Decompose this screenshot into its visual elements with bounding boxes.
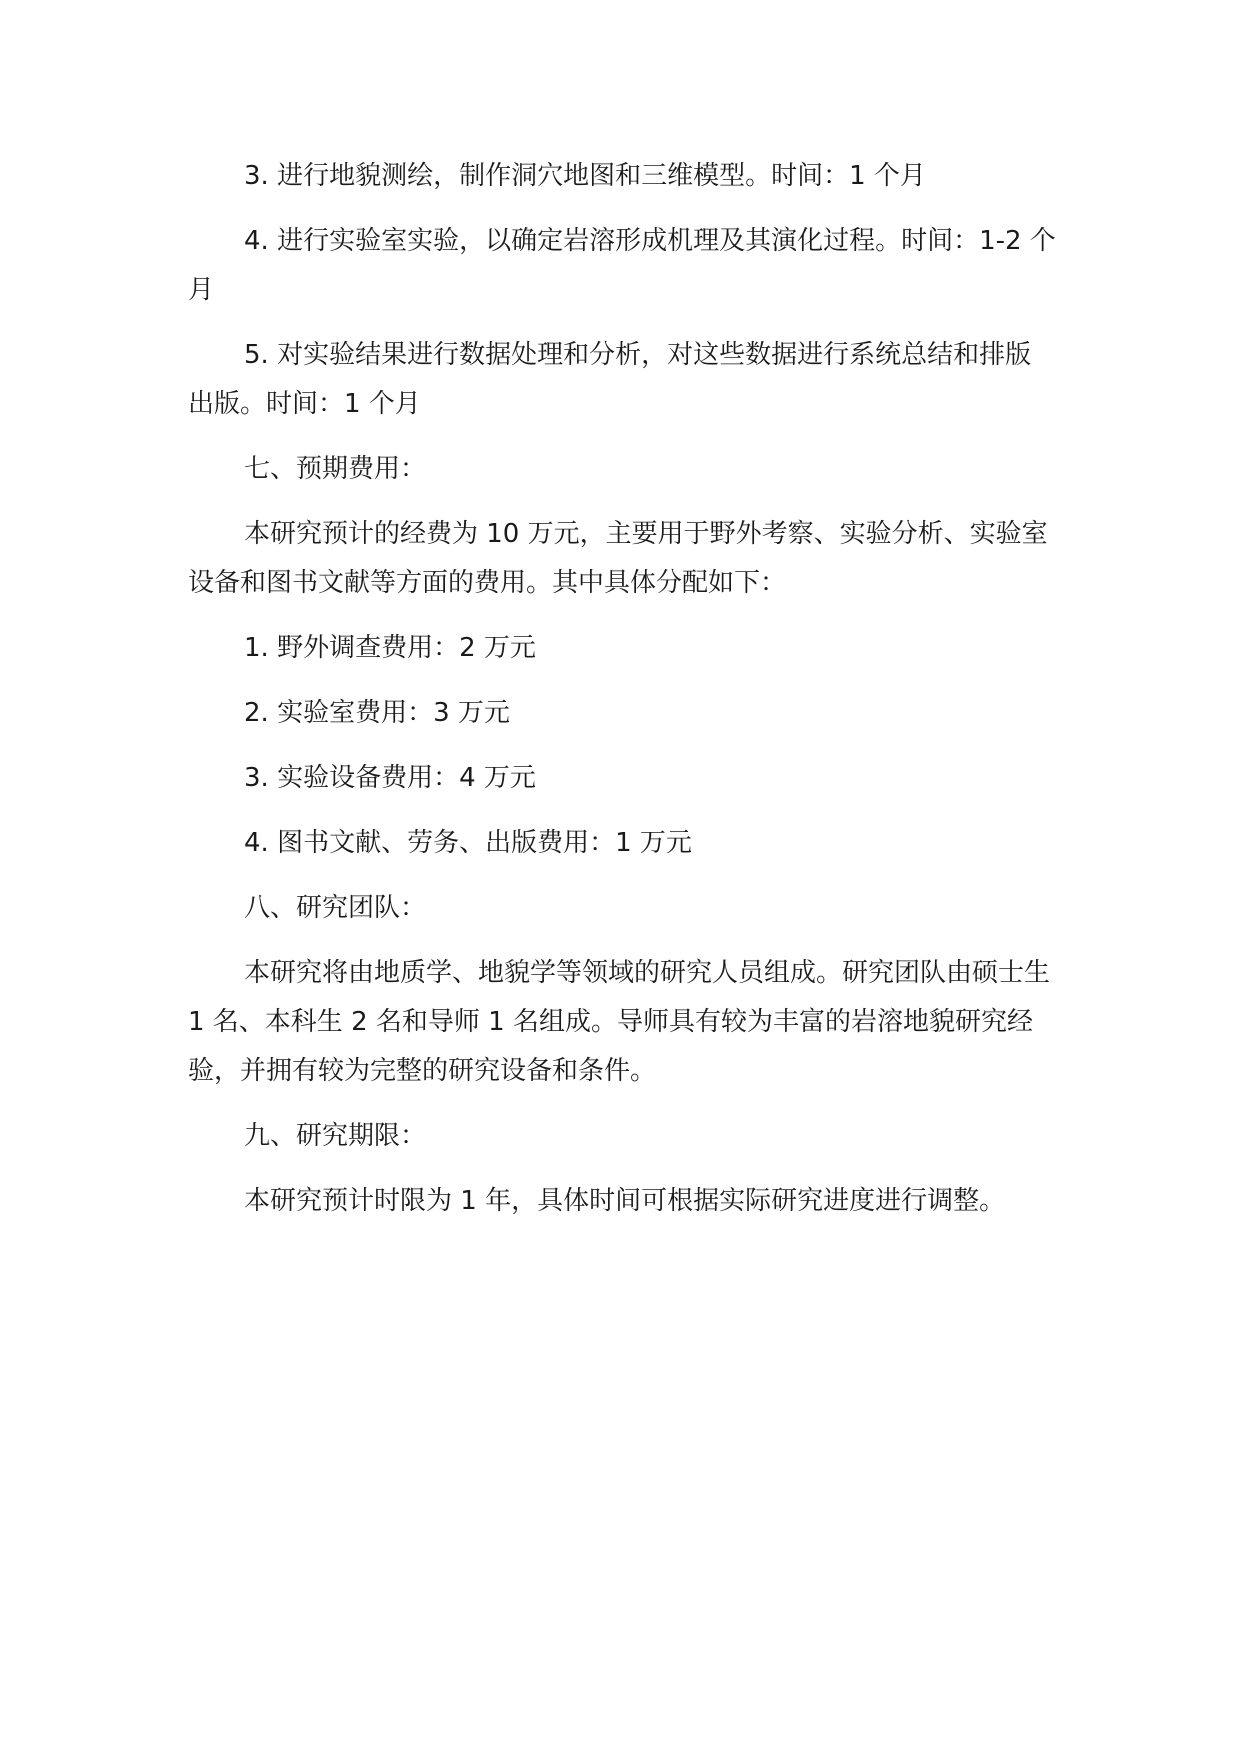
plan-step-4: 4. 进行实验室实验，以确定岩溶形成机理及其演化过程。时间：1-2 个月 [188,226,1056,305]
team-description: 本研究将由地质学、地貌学等领域的研究人员组成。研究团队由硕士生 1 名、本科生 2 名和导师 1 名组成。导师具有较为丰富的岩溶地貌研究经验，并拥有较为完整的研究设备和条件。 [188,958,1051,1086]
section-heading-duration: 九、研究期限： [244,1121,427,1151]
budget-summary: 本研究预计的经费为 10 万元，主要用于野外考察、实验分析、实验室设备和图书文献等方面的费用。其中具体分配如下： [188,519,1048,598]
section-heading-team: 八、研究团队： [244,893,427,923]
budget-item-4: 4. 图书文献、劳务、出版费用：1 万元 [244,828,692,858]
section-heading-budget: 七、预期费用： [244,454,427,484]
document-body [188,152,1056,1242]
budget-item-2: 2. 实验室费用：3 万元 [244,698,510,728]
budget-item-3: 3. 实验设备费用：4 万元 [244,763,536,793]
budget-item-1: 1. 野外调查费用：2 万元 [244,633,536,663]
duration-description: 本研究预计时限为 1 年，具体时间可根据实际研究进度进行调整。 [244,1186,1006,1216]
plan-step-5: 5. 对实验结果进行数据处理和分析，对这些数据进行系统总结和排版出版。时间：1 个月 [188,340,1032,419]
plan-step-3: 3. 进行地貌测绘，制作洞穴地图和三维模型。时间：1 个月 [244,161,926,191]
